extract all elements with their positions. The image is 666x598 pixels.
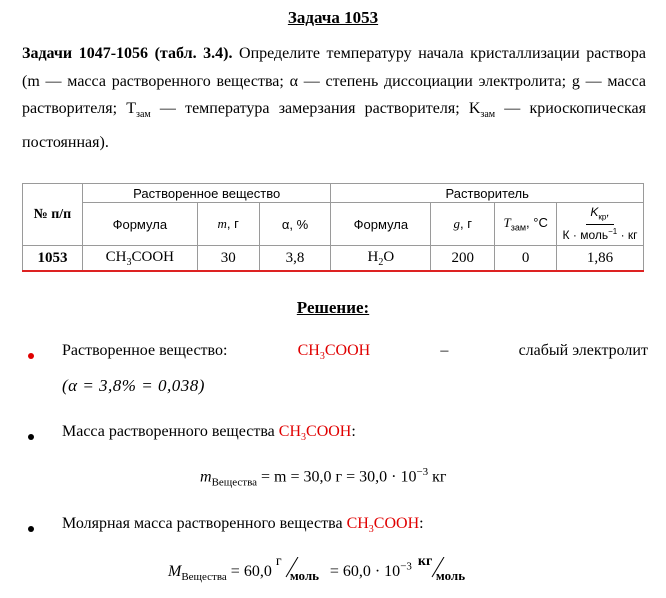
b3-formula-b: COOH <box>373 515 420 532</box>
bullet-1-dash: – <box>440 342 449 359</box>
cell-t: 0 <box>495 246 557 272</box>
problem-title: Задача 1053 <box>287 8 379 27</box>
bullet-3-label: Молярная масса растворенного вещества <box>62 515 347 532</box>
problem-statement <box>22 40 646 156</box>
molar-eq-v1: = 60,0 <box>226 563 276 580</box>
unit2-den: моль <box>435 568 466 583</box>
t-freeze-header <box>495 203 557 246</box>
bullet-2-colon: : <box>351 423 356 440</box>
molar-eq-v2: = 60,0 · 10 <box>325 563 401 580</box>
col-number-header: № п/п <box>23 184 83 246</box>
b1-formula-sub: 3 <box>319 351 325 363</box>
cell-g: 200 <box>431 246 495 272</box>
solute-b: COOH <box>131 248 175 265</box>
cell-alpha: 3,8 <box>259 246 331 272</box>
bullet-dot-red <box>28 353 34 359</box>
b2-formula-b: COOH <box>306 423 352 440</box>
problem-text-1: Определите температуру начала кристаллизации раствора (m — масса растворенного вещества; α — степень диссоциации электролита; g — масса растворителя; T <box>22 45 646 117</box>
bullet-3-colon: : <box>419 515 424 532</box>
solute-group-header: Растворенное вещество <box>82 184 331 203</box>
bullet-2-label: Масса растворенного вещества <box>62 423 279 440</box>
unit-fraction-1 <box>275 554 320 583</box>
cell-m: 30 <box>197 246 259 272</box>
bullet-2-formula <box>278 423 352 444</box>
b1-formula-a: CH <box>297 342 320 359</box>
bullet-1-label: Растворенное вещество: <box>62 342 228 359</box>
cell-k: 1,86 <box>557 246 644 272</box>
bullet-dot-black-2 <box>28 526 34 532</box>
problem-text-3: — криоскопическая постоянная). <box>22 100 647 151</box>
solvent-mass-header <box>431 203 495 246</box>
b1-formula-b: COOH <box>324 342 371 359</box>
k-sub: кр <box>598 212 607 222</box>
unit1-num: г <box>275 554 282 569</box>
bullet-1-tail: слабый электролит <box>518 342 648 359</box>
problem-sub-1: зам <box>136 109 151 121</box>
molar-eq-sub: Вещества <box>181 571 227 584</box>
unit2-num: кг <box>417 554 433 569</box>
k-fraction <box>563 206 638 241</box>
k-header <box>557 203 644 246</box>
alpha-header: α, % <box>259 203 331 246</box>
bullet-dot-black <box>28 434 34 440</box>
k-numerator: $K_{кр}$, <box>586 206 613 224</box>
solvent-b: O <box>383 248 395 265</box>
problem-lead: Задачи 1047-1056 (табл. 3.4). <box>22 45 233 62</box>
mass-unit: , г <box>226 216 239 231</box>
mass-eq-unit: кг <box>428 468 447 486</box>
solvent-a: H <box>367 248 379 265</box>
t-unit: , °C <box>526 215 548 231</box>
bullet-1-formula <box>298 342 371 362</box>
cell-solute <box>82 246 197 272</box>
solute-a: CH <box>105 248 127 265</box>
molar-eq-lhs: M <box>168 563 182 580</box>
mass-eq-lhs: m <box>200 468 212 486</box>
formula-header: Формула <box>82 203 197 246</box>
table-row <box>23 246 644 272</box>
mass-eq-sub: Вещества <box>211 476 258 489</box>
k-unit-a: К · моль <box>562 227 609 242</box>
b3-formula-sub: 3 <box>368 524 374 536</box>
b2-formula-a: CH <box>278 423 302 440</box>
bullet-3-line <box>62 515 648 535</box>
mass-eq-exp: −3 <box>416 466 429 478</box>
problem-sub-2: зам <box>480 109 496 121</box>
mass-var: m <box>217 216 227 231</box>
molar-eq-exp: −3 <box>400 560 412 573</box>
alpha-equation: (α = 3,8% = 0,038) <box>62 376 205 395</box>
t-var: T <box>503 215 511 231</box>
t-sub: зам <box>510 222 527 233</box>
bullet-3-formula <box>346 515 420 536</box>
solvent-formula-header: Формула <box>331 203 431 246</box>
b2-formula-sub: 3 <box>301 432 307 444</box>
cell-num: 1053 <box>23 246 83 272</box>
solution-title: Решение: <box>296 298 370 317</box>
mass-header <box>197 203 259 246</box>
cell-solvent <box>331 246 431 272</box>
g-unit: , г <box>460 216 472 231</box>
b3-formula-a: CH <box>346 515 369 532</box>
problem-text-2: — температура замерзания растворителя; K <box>150 100 481 117</box>
unit-fraction-2 <box>417 554 468 583</box>
bullet-1-line <box>62 342 648 362</box>
bullet-2-line <box>62 423 648 443</box>
solvent-sub: 2 <box>378 256 384 268</box>
solute-sub: 3 <box>126 256 132 268</box>
mass-eq-rest: = m = 30,0 г = 30,0 · 10 <box>257 468 417 486</box>
k-var: K <box>590 205 599 220</box>
k-denominator <box>563 228 638 242</box>
unit1-den: моль <box>289 568 320 583</box>
solvent-group-header: Растворитель <box>331 184 644 203</box>
molar-mass-equation <box>168 554 468 584</box>
g-var: g <box>453 216 461 231</box>
mass-equation <box>200 466 447 489</box>
data-table <box>22 183 644 272</box>
k-unit-b: · кг <box>617 227 638 242</box>
k-unit-exp: −1 <box>608 226 618 236</box>
